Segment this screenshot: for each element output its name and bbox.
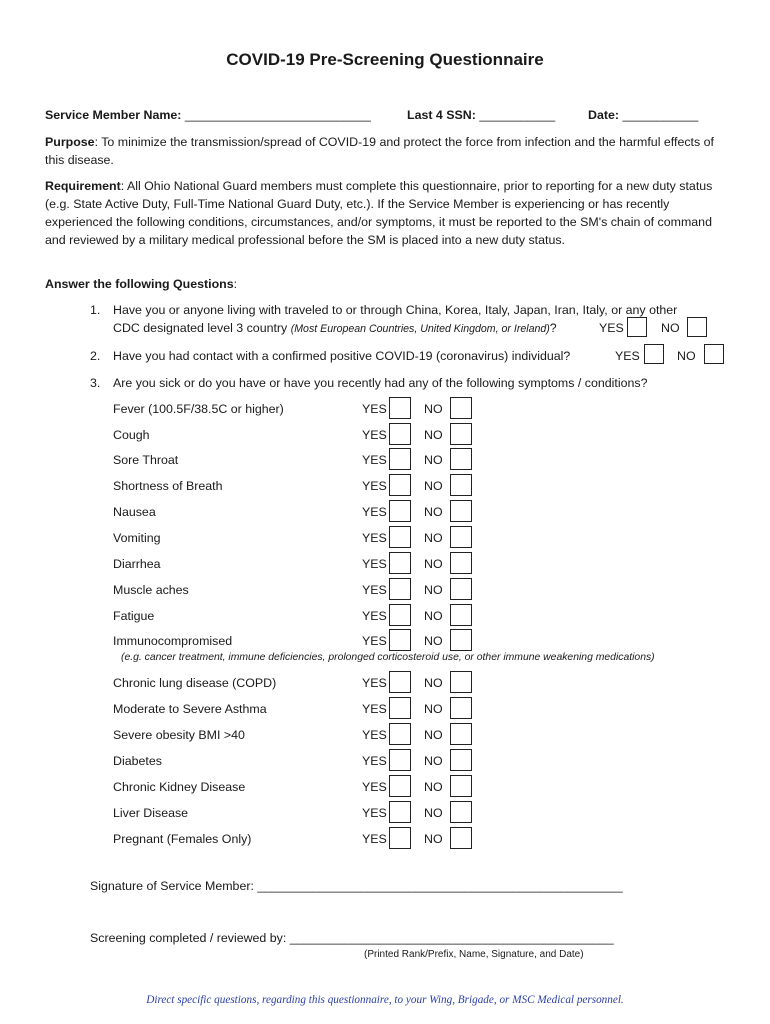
screening-label: Screening completed / reviewed by: <box>90 931 287 945</box>
requirement-text: : All Ohio National Guard members must complete this questionnaire, prior to reporting for a new duty status (e.g. State Active Duty, Full-Time National Guard Duty, etc.). If the Service Member is experiencing or has recently experienced the following conditions, circumstances, and/or symptoms, it must be reported to the SM's chain of command and reviewed by a military medical professional before the SM is placed into a new duty status. <box>45 179 713 247</box>
condition-8-yes-checkbox[interactable] <box>389 604 411 626</box>
condition-0-no-checkbox[interactable] <box>450 397 472 419</box>
service-member-name-label: Service Member Name: <box>45 108 182 122</box>
condition-2-no-checkbox[interactable] <box>450 448 472 470</box>
condition-1-no-label: NO <box>424 428 443 442</box>
screening-subtext: (Printed Rank/Prefix, Name, Signature, and Date) <box>364 949 584 960</box>
condition-4-label: Nausea <box>113 505 156 519</box>
condition-15-yes-label: YES <box>362 806 387 820</box>
purpose-paragraph <box>45 133 720 169</box>
page-title: COVID-19 Pre-Screening Questionnaire <box>226 50 544 69</box>
signature-label: Signature of Service Member: <box>90 879 254 893</box>
condition-13-no-label: NO <box>424 754 443 768</box>
q1-no-checkbox[interactable] <box>687 317 707 337</box>
q1-line2: CDC designated level 3 country (Most European Countries, United Kingdom, or Ireland)? <box>113 321 557 335</box>
q1-note: (Most European Countries, United Kingdom, or Ireland) <box>290 323 550 335</box>
condition-1-label: Cough <box>113 428 150 442</box>
condition-6-no-checkbox[interactable] <box>450 552 472 574</box>
condition-13-label: Diabetes <box>113 754 162 768</box>
requirement-paragraph <box>45 177 720 249</box>
answer-heading: Answer the following Questions: <box>45 277 238 291</box>
condition-9-no-label: NO <box>424 634 443 648</box>
condition-4-yes-label: YES <box>362 505 387 519</box>
condition-1-no-checkbox[interactable] <box>450 423 472 445</box>
condition-4-yes-checkbox[interactable] <box>389 500 411 522</box>
condition-12-no-label: NO <box>424 728 443 742</box>
condition-14-yes-checkbox[interactable] <box>389 775 411 797</box>
condition-7-no-label: NO <box>424 583 443 597</box>
condition-11-label: Moderate to Severe Asthma <box>113 702 267 716</box>
condition-1-yes-label: YES <box>362 428 387 442</box>
q1-no-label: NO <box>661 321 680 335</box>
condition-8-no-label: NO <box>424 609 443 623</box>
condition-8-yes-label: YES <box>362 609 387 623</box>
condition-12-yes-label: YES <box>362 728 387 742</box>
condition-16-no-label: NO <box>424 832 443 846</box>
condition-2-label: Sore Throat <box>113 453 179 467</box>
last4-ssn-field[interactable] <box>407 108 555 122</box>
condition-15-no-checkbox[interactable] <box>450 801 472 823</box>
condition-3-no-checkbox[interactable] <box>450 474 472 496</box>
condition-11-no-checkbox[interactable] <box>450 697 472 719</box>
q3-text: Are you sick or do you have or have you recently had any of the following symptoms / conditions? <box>113 376 648 390</box>
signature-blank[interactable]: _____________________________________________________ <box>257 879 623 893</box>
q2-yes-label: YES <box>615 349 640 363</box>
condition-6-yes-label: YES <box>362 557 387 571</box>
purpose-text: : To minimize the transmission/spread of COVID-19 and protect the force from infection and the harmful effects of this disease. <box>45 135 714 167</box>
service-member-name-field[interactable] <box>45 108 371 122</box>
condition-10-yes-label: YES <box>362 676 387 690</box>
condition-9-yes-label: YES <box>362 634 387 648</box>
condition-11-no-label: NO <box>424 702 443 716</box>
condition-7-yes-label: YES <box>362 583 387 597</box>
condition-8-no-checkbox[interactable] <box>450 604 472 626</box>
condition-16-no-checkbox[interactable] <box>450 827 472 849</box>
footer-note: Direct specific questions, regarding this questionnaire, to your Wing, Brigade, or MSC Medical personnel. <box>146 994 624 1006</box>
condition-15-no-label: NO <box>424 806 443 820</box>
condition-7-yes-checkbox[interactable] <box>389 578 411 600</box>
condition-5-no-checkbox[interactable] <box>450 526 472 548</box>
condition-11-yes-label: YES <box>362 702 387 716</box>
date-field[interactable] <box>588 108 698 122</box>
condition-7-label: Muscle aches <box>113 583 189 597</box>
condition-10-no-checkbox[interactable] <box>450 671 472 693</box>
condition-2-yes-checkbox[interactable] <box>389 448 411 470</box>
condition-6-no-label: NO <box>424 557 443 571</box>
condition-14-no-label: NO <box>424 780 443 794</box>
screening-field[interactable] <box>90 931 614 945</box>
condition-16-label: Pregnant (Females Only) <box>113 832 252 846</box>
q1-yes-label: YES <box>599 321 624 335</box>
condition-3-yes-label: YES <box>362 479 387 493</box>
q1-yes-checkbox[interactable] <box>627 317 647 337</box>
q2-no-label: NO <box>677 349 696 363</box>
requirement-label: Requirement <box>45 179 121 193</box>
condition-0-yes-label: YES <box>362 402 387 416</box>
condition-6-label: Diarrhea <box>113 557 161 571</box>
condition-14-no-checkbox[interactable] <box>450 775 472 797</box>
service-member-name-blank[interactable]: ___________________________ <box>184 108 371 122</box>
condition-7-no-checkbox[interactable] <box>450 578 472 600</box>
condition-15-yes-checkbox[interactable] <box>389 801 411 823</box>
condition-4-no-checkbox[interactable] <box>450 500 472 522</box>
condition-14-yes-label: YES <box>362 780 387 794</box>
condition-1-yes-checkbox[interactable] <box>389 423 411 445</box>
q1-number: 1. <box>90 303 101 317</box>
condition-0-no-label: NO <box>424 402 443 416</box>
condition-0-yes-checkbox[interactable] <box>389 397 411 419</box>
condition-14-label: Chronic Kidney Disease <box>113 780 246 794</box>
condition-3-yes-checkbox[interactable] <box>389 474 411 496</box>
condition-12-no-checkbox[interactable] <box>450 723 472 745</box>
condition-13-no-checkbox[interactable] <box>450 749 472 771</box>
q2-number: 2. <box>90 349 101 363</box>
date-blank[interactable]: ___________ <box>622 108 699 122</box>
condition-2-no-label: NO <box>424 453 443 467</box>
condition-9-yes-checkbox[interactable] <box>389 629 411 651</box>
q3-number: 3. <box>90 376 101 390</box>
purpose-label: Purpose <box>45 135 95 149</box>
condition-5-no-label: NO <box>424 531 443 545</box>
condition-5-yes-label: YES <box>362 531 387 545</box>
condition-5-label: Vomiting <box>113 531 161 545</box>
screening-blank[interactable]: _______________________________________________ <box>289 931 614 945</box>
date-label: Date: <box>588 108 619 122</box>
condition-8-label: Fatigue <box>113 609 155 623</box>
condition-3-label: Shortness of Breath <box>113 479 223 493</box>
condition-10-label: Chronic lung disease (COPD) <box>113 676 277 690</box>
condition-9-no-checkbox[interactable] <box>450 629 472 651</box>
condition-6-yes-checkbox[interactable] <box>389 552 411 574</box>
condition-10-no-label: NO <box>424 676 443 690</box>
condition-0-label: Fever (100.5F/38.5C or higher) <box>113 402 284 416</box>
condition-4-no-label: NO <box>424 505 443 519</box>
condition-13-yes-label: YES <box>362 754 387 768</box>
condition-9-label: Immunocompromised <box>113 634 233 648</box>
q2-yes-checkbox[interactable] <box>644 344 664 364</box>
condition-13-yes-checkbox[interactable] <box>389 749 411 771</box>
immunocompromised-note: (e.g. cancer treatment, immune deficiencies, prolonged corticosteroid use, or other immune weakening medications) <box>121 652 655 663</box>
signature-field[interactable] <box>90 879 623 893</box>
q2-text: Have you had contact with a confirmed positive COVID-19 (coronavirus) individual? <box>113 349 571 363</box>
condition-5-yes-checkbox[interactable] <box>389 526 411 548</box>
condition-16-yes-label: YES <box>362 832 387 846</box>
condition-12-label: Severe obesity BMI >40 <box>113 728 245 742</box>
condition-3-no-label: NO <box>424 479 443 493</box>
q1-line1: Have you or anyone living with traveled to or through China, Korea, Italy, Japan, Iran, Italy, or any other <box>113 303 678 317</box>
last4-ssn-blank[interactable]: ___________ <box>479 108 556 122</box>
condition-11-yes-checkbox[interactable] <box>389 697 411 719</box>
condition-10-yes-checkbox[interactable] <box>389 671 411 693</box>
condition-2-yes-label: YES <box>362 453 387 467</box>
last4-ssn-label: Last 4 SSN: <box>407 108 476 122</box>
condition-15-label: Liver Disease <box>113 806 189 820</box>
q2-no-checkbox[interactable] <box>704 344 724 364</box>
condition-12-yes-checkbox[interactable] <box>389 723 411 745</box>
condition-16-yes-checkbox[interactable] <box>389 827 411 849</box>
